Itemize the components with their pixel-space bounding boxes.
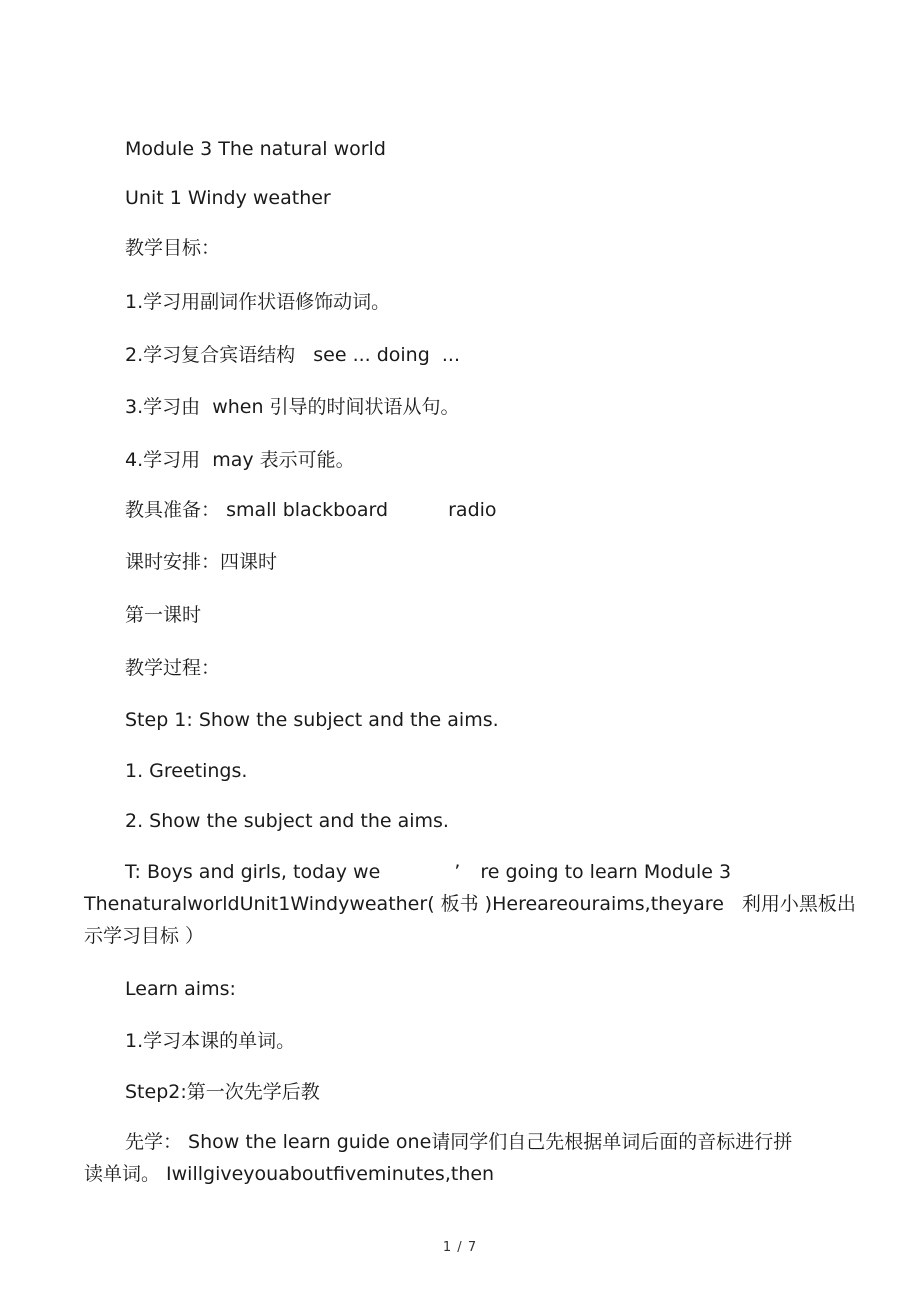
goal-item: 1.学习用副词作状语修饰动词。 — [125, 291, 391, 313]
aim-item: 1.学习本课的单词。 — [125, 1030, 296, 1052]
prestudy-line-1: 先学： Show the learn guide one请同学们自己先根据单词后面的音标进行拼 — [125, 1131, 793, 1153]
step1-item: 1. Greetings. — [125, 760, 248, 782]
step1-item: 2. Show the subject and the aims. — [125, 810, 449, 832]
goal-item: 4.学习用 may 表示可能。 — [125, 449, 355, 471]
tools-item-radio: radio — [448, 499, 497, 521]
teacher-text-d: 利用小黑板出 — [741, 893, 856, 915]
process-heading: 教学过程： — [125, 657, 221, 679]
prestudy-paragraph — [84, 1126, 834, 1190]
lesson-heading: 第一课时 — [125, 604, 202, 626]
teacher-apostrophe: ’ — [454, 861, 461, 883]
page-number: 1 / 7 — [442, 1240, 478, 1255]
module-title: Module 3 The natural world — [125, 138, 386, 160]
teacher-paragraph — [84, 856, 856, 952]
teacher-line-2 — [84, 888, 856, 920]
tools-label: 教具准备： — [125, 499, 221, 521]
goals-heading: 教学目标： — [125, 237, 221, 259]
teacher-text-b: re going to learn Module 3 — [480, 861, 732, 883]
prestudy-line-2: 读单词。 Iwillgiveyouaboutfiveminutes,then — [84, 1163, 495, 1185]
learn-aims-heading: Learn aims: — [125, 978, 236, 1000]
step2-heading: Step2:第一次先学后教 — [125, 1081, 320, 1103]
teacher-line-1 — [84, 856, 834, 888]
schedule-line: 课时安排：四课时 — [125, 551, 278, 573]
teacher-text-c: ThenaturalworldUnit1Windyweather( 板书 )Hereareouraims,theyare — [84, 893, 724, 915]
step1-heading: Step 1: Show the subject and the aims. — [125, 709, 499, 731]
goal-item: 3.学习由 when 引导的时间状语从句。 — [125, 396, 460, 418]
tools-item-blackboard: small blackboard — [226, 499, 389, 521]
goal-item: 2.学习复合宾语结构 see ... doing ... — [125, 344, 460, 366]
tools-line — [125, 498, 497, 522]
teacher-text-a: T: Boys and girls, today we — [125, 861, 381, 883]
unit-title: Unit 1 Windy weather — [125, 187, 331, 209]
teacher-line-3: 示学习目标 ） — [84, 925, 205, 947]
